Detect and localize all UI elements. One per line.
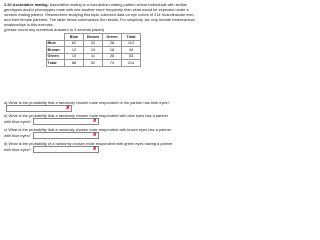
table-cell: 49 <box>122 47 141 54</box>
table-row <box>47 60 141 67</box>
problem-title: 2.20 Assortative mating: <box>4 2 49 7</box>
question-text-cont: with blue eyes? <box>4 133 31 139</box>
question-d <box>4 141 198 153</box>
table-cell: 53 <box>122 53 141 60</box>
question-a <box>4 100 198 112</box>
table-cell: 28 <box>103 53 122 60</box>
question-c <box>4 127 198 139</box>
table-cell: 18 <box>103 47 122 54</box>
question-text: b) What is the probability that a randomly chosen male respondent with blue eyes has a partner <box>4 113 169 118</box>
table-header-row <box>47 34 141 41</box>
row-header: Total <box>47 60 65 67</box>
table-cell: 12 <box>65 47 84 54</box>
column-header: Total <box>122 34 141 41</box>
answer-input-d[interactable] <box>33 146 99 153</box>
eye-color-table <box>46 33 141 67</box>
incorrect-x-icon: ✘ <box>92 132 97 139</box>
problem-statement <box>4 2 198 33</box>
table-corner <box>47 34 65 41</box>
table-cell: 62 <box>65 40 84 47</box>
question-text: d) What is the probability of a randomly chosen male respondent with green eyes having a partner <box>4 141 173 146</box>
table-cell: 19 <box>84 47 103 54</box>
incorrect-x-icon: ✘ <box>65 105 70 112</box>
question-text: c) What is the probability that a randomly chosen male respondent with brown eyes has a partner <box>4 127 172 132</box>
table-cell: 14 <box>65 53 84 60</box>
problem-body: Assortative mating is a nonrandom mating pattern where individuals with similar genotypes and/or phenotypes mate with one another more frequently than what would be expected under a random mating pattern. Researchers studying this topic collected data on eye colors of 214 Scandinavian men and their female partners. The table below summarizes the results. For simplicity, we only include heterosexual relationships in this exercise. <box>4 2 195 28</box>
row-header: Brown <box>47 47 65 54</box>
table-cell: 52 <box>84 60 103 67</box>
table-row <box>47 40 141 47</box>
table-cell: 88 <box>65 60 84 67</box>
answer-input-c[interactable] <box>33 132 99 139</box>
column-header: Brown <box>84 34 103 41</box>
column-header: Blue <box>65 34 84 41</box>
answer-input-a[interactable] <box>6 105 72 112</box>
incorrect-x-icon: ✘ <box>92 118 97 125</box>
question-text-cont: with blue eyes? <box>4 119 31 125</box>
incorrect-x-icon: ✘ <box>92 146 97 153</box>
table-row <box>47 53 141 60</box>
question-text-cont: with blue eyes? <box>4 147 31 153</box>
table-cell: 28 <box>103 40 122 47</box>
question-text: a) What is the probability that a randomly chosen male respondent or his partner has blue eyes? <box>4 100 170 105</box>
table-cell: 74 <box>103 60 122 67</box>
row-header: Blue <box>47 40 65 47</box>
row-header: Green <box>47 53 65 60</box>
column-header: Green <box>103 34 122 41</box>
table-cell: 22 <box>84 40 103 47</box>
question-b <box>4 113 198 125</box>
table-cell: 11 <box>84 53 103 60</box>
rounding-note: (please round any numerical answers to 4 decimal places) <box>4 27 105 33</box>
table-row <box>47 47 141 54</box>
table-cell: 214 <box>122 60 141 67</box>
table-cell: 112 <box>122 40 141 47</box>
answer-input-b[interactable] <box>33 118 99 125</box>
problem-page <box>0 0 200 161</box>
